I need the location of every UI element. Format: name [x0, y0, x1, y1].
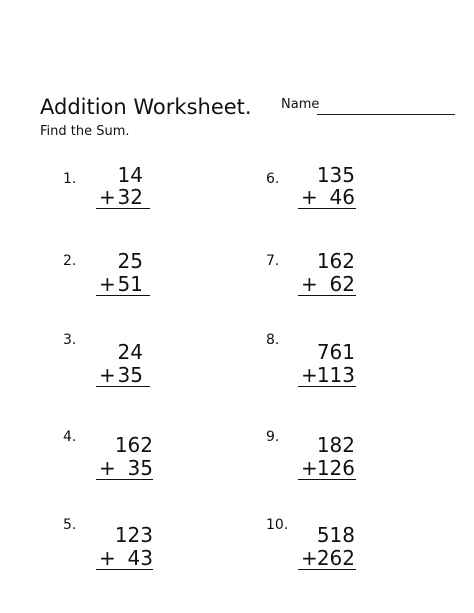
problem-number: 7. [266, 253, 280, 269]
answer-line [298, 208, 356, 209]
addend-bottom: 51 [117, 272, 143, 296]
plus-sign: + [301, 272, 318, 296]
plus-sign: + [99, 546, 116, 570]
plus-sign: + [301, 456, 318, 480]
problem-number: 8. [266, 332, 280, 348]
plus-sign: + [301, 546, 318, 570]
plus-sign: + [99, 272, 116, 296]
addend-top: 162 [114, 433, 153, 457]
addend-top: 135 [316, 163, 355, 187]
answer-line [298, 295, 356, 296]
addend-top: 761 [316, 340, 355, 364]
problem-number: 10. [266, 517, 289, 533]
addend-bottom: 46 [329, 185, 355, 209]
problem-number: 3. [63, 332, 77, 348]
plus-sign: + [301, 185, 318, 209]
addend-top: 123 [114, 523, 153, 547]
addend-top: 162 [316, 249, 355, 273]
answer-line [96, 479, 153, 480]
answer-line [298, 479, 356, 480]
addend-top: 182 [316, 433, 355, 457]
problem-number: 5. [63, 517, 77, 533]
name-line[interactable] [317, 114, 455, 115]
answer-line [96, 208, 150, 209]
answer-line [298, 569, 356, 570]
addend-top: 518 [316, 523, 355, 547]
addend-bottom: 113 [316, 363, 355, 387]
answer-line [96, 386, 150, 387]
problem-number: 6. [266, 171, 280, 187]
answer-line [96, 569, 153, 570]
addend-bottom: 126 [316, 456, 355, 480]
addend-bottom: 62 [329, 272, 355, 296]
problem-number: 4. [63, 429, 77, 445]
answer-line [96, 295, 150, 296]
addend-top: 25 [117, 249, 143, 273]
name-label: Name [281, 97, 320, 112]
plus-sign: + [99, 363, 116, 387]
addend-top: 14 [117, 163, 143, 187]
problem-number: 9. [266, 429, 280, 445]
addend-bottom: 35 [127, 456, 153, 480]
worksheet-title: Addition Worksheet. [40, 95, 252, 119]
plus-sign: + [99, 456, 116, 480]
addend-bottom: 35 [117, 363, 143, 387]
addend-bottom: 43 [127, 546, 153, 570]
problem-number: 1. [63, 171, 77, 187]
addend-top: 24 [117, 340, 143, 364]
problem-number: 2. [63, 253, 77, 269]
addend-bottom: 32 [117, 185, 143, 209]
addend-bottom: 262 [316, 546, 355, 570]
answer-line [298, 386, 356, 387]
plus-sign: + [99, 185, 116, 209]
plus-sign: + [301, 363, 318, 387]
instructions: Find the Sum. [40, 124, 130, 139]
